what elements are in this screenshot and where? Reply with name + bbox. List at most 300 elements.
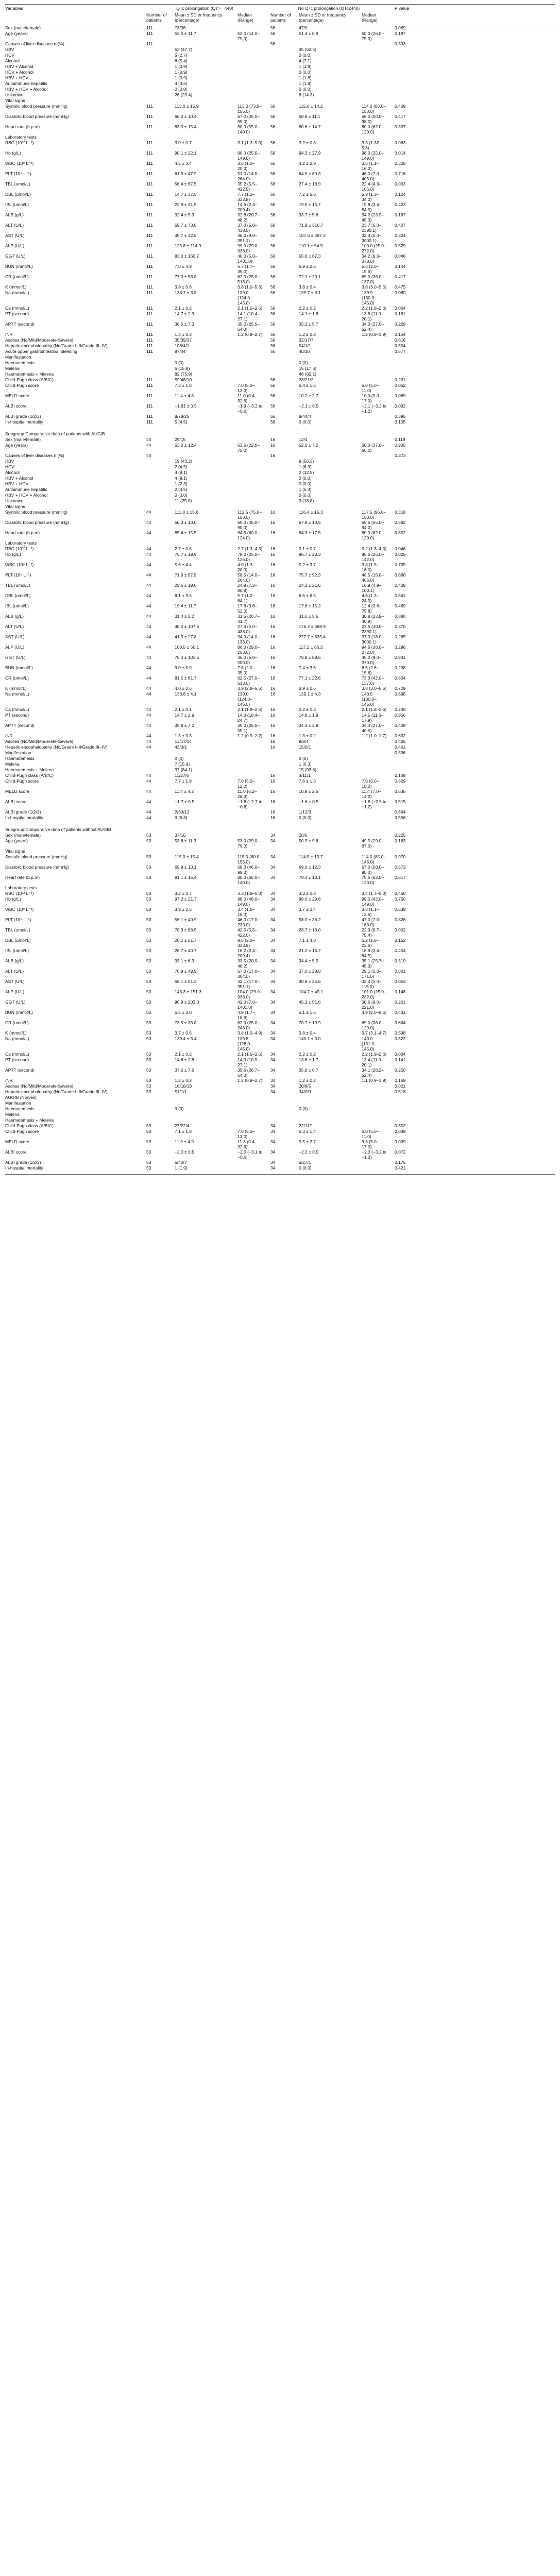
- row-mean-a: 14.7 ± 37.5: [175, 192, 197, 197]
- row-median-a: 7.7 (1.2–333.8): [237, 192, 255, 202]
- table-row: [5, 530, 555, 540]
- row-variable: In-hospital mortality: [5, 1165, 43, 1171]
- row-median-a: 2.1 (1.5–2.5): [237, 306, 263, 311]
- row-median-a: 7.6 (2.0–35.0): [237, 665, 255, 675]
- row-n-b: 16: [270, 634, 276, 639]
- row-median-b: 34.4 (27.0–40.5): [362, 723, 384, 733]
- row-n-a: 53: [146, 1160, 151, 1165]
- row-median-b: 1.1 (0.9–1.9): [362, 1078, 387, 1083]
- row-n-b: 56: [270, 393, 276, 398]
- row-mean-b: 2.2 ± 0.3: [299, 707, 316, 712]
- row-n-a: 53: [146, 1020, 151, 1025]
- row-variable: Manifestation: [5, 1100, 31, 1106]
- row-variable: MELD score: [5, 393, 29, 398]
- row-variable: Systolic blood pressure (mmHg): [5, 104, 67, 109]
- table-row: [5, 453, 555, 459]
- row-mean-b: 3.8 ± 0.4: [299, 1030, 316, 1036]
- row-variable: Sex (male/female): [5, 25, 41, 30]
- row-mean-a: 7.3 ± 1.8: [175, 383, 192, 388]
- row-mean-a: 16/18/19: [175, 1083, 192, 1089]
- row-variable: Diastolic blood pressure (mmHg): [5, 114, 69, 119]
- row-n-a: 111: [146, 114, 153, 119]
- row-median-b: 3.3 (1.32–5.3): [362, 140, 382, 150]
- row-n-a: 53: [146, 1010, 151, 1015]
- row-pvalue: 0.154: [395, 332, 406, 337]
- row-pvalue: 0.716: [395, 171, 406, 176]
- row-n-b: 16: [270, 773, 276, 778]
- row-variable: Age (years): [5, 443, 28, 448]
- row-pvalue: 0.181: [395, 311, 406, 316]
- table-row: [5, 459, 555, 464]
- table-row: [5, 655, 555, 665]
- row-variable: CR (umol/L): [5, 675, 29, 681]
- table-row: [5, 1129, 555, 1139]
- row-n-b: 16: [270, 614, 276, 619]
- row-pvalue: 0.069: [395, 393, 406, 398]
- row-n-a: 53: [146, 917, 151, 922]
- row-mean-a: 69.9 ± 10.1: [175, 865, 197, 870]
- table-row: [5, 1036, 555, 1052]
- row-median-b: 2.2 (1.9–2.6): [362, 1052, 387, 1057]
- row-n-a: 111: [146, 181, 153, 187]
- row-pvalue: 0.617: [395, 875, 406, 880]
- row-n-b: 56: [270, 264, 276, 269]
- row-mean-b: 0 (0.0): [299, 1165, 312, 1171]
- row-pvalue: 0.409: [395, 723, 406, 728]
- row-mean-b: 1 (6.3): [299, 464, 312, 469]
- row-n-a: 111: [146, 202, 153, 207]
- table-row: [5, 744, 555, 750]
- row-mean-b: 8/8/4: [299, 739, 309, 744]
- row-median-a: 46.0 (17.0–230.0): [237, 917, 260, 927]
- row-n-b: 56: [270, 290, 276, 295]
- row-median-a: 62.5 (27.0–513.0): [237, 675, 260, 686]
- row-mean-b: 1.2 ± 0.2: [299, 332, 316, 337]
- row-mean-b: 0 (0.0): [299, 815, 312, 820]
- table-row: [5, 192, 555, 202]
- table-row: [5, 896, 555, 907]
- row-mean-a: 61.9 ± 47.9: [175, 171, 197, 176]
- row-median-b: 69.0 (36.0–129.0): [362, 1020, 384, 1030]
- row-mean-a: 81.1 ± 15.4: [175, 875, 197, 880]
- row-variable: PT (second): [5, 713, 29, 718]
- table-row: [5, 1123, 555, 1129]
- row-variable: Child-Pugh class (A/B/C): [5, 377, 54, 382]
- row-pvalue: 0.034: [395, 1052, 406, 1057]
- table-row: [5, 875, 555, 885]
- row-variable: DBL (umol/L): [5, 593, 31, 598]
- row-n-b: 56: [270, 31, 276, 36]
- row-mean-b: 176.2 ± 588.9: [299, 624, 326, 629]
- row-median-a: 86.0 (29.0–253.0): [237, 645, 260, 655]
- row-median-b: 34.2 (9.0–370.0): [362, 253, 382, 264]
- table-row: [5, 487, 555, 493]
- row-mean-a: 11 (25.0): [175, 498, 192, 503]
- row-median-b: 5.6 (2.0–15.6): [362, 264, 379, 274]
- row-pvalue: 0.554: [395, 343, 406, 348]
- row-variable: Melena: [5, 1112, 20, 1117]
- row-n-a: 111: [146, 253, 153, 259]
- row-median-a: 9.6 (2.0–333.8): [237, 938, 255, 948]
- row-mean-a: 36.5 ± 7.3: [175, 321, 194, 327]
- row-median-a: −1.8 (−2.7 to −0.6): [237, 799, 263, 809]
- row-mean-a: 33.1 ± 6.3: [175, 958, 194, 963]
- row-mean-b: 277.7 ± 835.4: [299, 634, 326, 639]
- row-mean-b: 3.2 ± 0.8: [299, 140, 316, 145]
- row-variable: CR (umol/L): [5, 274, 29, 279]
- row-mean-a: 111.8 ± 15.6: [175, 510, 198, 515]
- row-mean-a: 90.1 ± 22.1: [175, 150, 197, 156]
- row-n-a: 53: [146, 979, 151, 984]
- row-mean-a: 29.6 ± 19.0: [175, 583, 197, 588]
- row-n-b: 56: [270, 202, 276, 207]
- header-median-a: Median (Range): [237, 12, 253, 23]
- row-median-a: 31.5 (20.7–41.7): [237, 614, 260, 624]
- row-n-a: 44: [146, 723, 151, 728]
- row-mean-b: 139.1 ± 4.3: [299, 691, 321, 697]
- row-variable: Age (years): [5, 31, 28, 36]
- row-variable: Alcohol: [5, 470, 20, 475]
- row-n-b: 34: [270, 1078, 276, 1083]
- row-n-b: 34: [270, 907, 276, 912]
- row-variable: BUN (mmol/L): [5, 1010, 33, 1015]
- row-variable: CR (umol/L): [5, 1020, 29, 1025]
- table-row: [5, 691, 555, 707]
- row-variable: ALT (U/L): [5, 969, 24, 974]
- row-mean-a: 8.1 ± 9.5: [175, 593, 192, 598]
- row-mean-b: 19.5 ± 15.7: [299, 202, 321, 207]
- row-n-b: 34: [270, 938, 276, 943]
- row-n-b: 16: [270, 809, 276, 815]
- row-mean-a: 7.7 ± 1.8: [175, 778, 192, 784]
- row-median-b: 7.0 (6.0–10.0): [362, 778, 379, 789]
- row-variable: Unknown: [5, 92, 24, 97]
- row-mean-b: 55.6 ± 67.3: [299, 253, 321, 259]
- row-pvalue: 0.352: [395, 1123, 406, 1128]
- row-median-a: 1.2 (0.9–2.7): [237, 1078, 263, 1083]
- row-mean-b: 3.7 ± 2.4: [299, 907, 316, 912]
- row-n-a: 44: [146, 453, 151, 458]
- row-median-b: 3.4 (1.7–5.3): [362, 891, 387, 896]
- row-mean-b: 75.7 ± 92.3: [299, 572, 321, 578]
- row-mean-b: 47/9: [299, 25, 308, 30]
- table-row: [5, 134, 555, 140]
- row-n-a: 53: [146, 865, 151, 870]
- row-pvalue: 0.337: [395, 124, 406, 129]
- row-variable: HCV: [5, 53, 14, 58]
- row-variable: Haematemesis: [5, 1106, 35, 1111]
- row-median-a: 16.2 (2.4–209.4): [237, 948, 258, 958]
- row-median-a: −1.9 (−3.2 to −0.6): [237, 403, 263, 414]
- table-row: [5, 264, 555, 274]
- table-row: [5, 1095, 555, 1100]
- row-variable: Haematemesis + Melena: [5, 767, 54, 772]
- row-n-a: 44: [146, 815, 151, 820]
- row-mean-b: 13.8 ± 1.7: [299, 1057, 318, 1062]
- row-mean-a: 37.6 ± 7.6: [175, 1067, 194, 1073]
- row-pvalue: 0.635: [395, 789, 406, 794]
- row-median-b: 13.8 (11.0–20.1): [362, 311, 384, 321]
- row-variable: Haematemesis + Melena: [5, 1117, 54, 1123]
- row-n-b: 34: [270, 1149, 276, 1155]
- row-n-b: 56: [270, 243, 276, 248]
- row-mean-a: 7.0 ± 4.9: [175, 264, 192, 269]
- row-n-a: 53: [146, 833, 151, 838]
- row-median-a: 2.1 (1.5–2.5): [237, 1052, 263, 1057]
- row-mean-a: 139.4 ± 3.4: [175, 1036, 197, 1041]
- row-n-a: 44: [146, 624, 151, 629]
- row-mean-b: 3 (18.8): [299, 498, 314, 503]
- table-row: [5, 70, 555, 75]
- header-variables: Variables: [5, 6, 23, 11]
- table-row: [5, 927, 555, 938]
- row-mean-b: 4 (7.1): [299, 58, 312, 63]
- row-variable: ALBI score: [5, 403, 27, 409]
- row-mean-a: 7.1 ± 1.8: [175, 1129, 192, 1134]
- row-median-b: 117.5 (96.0–150.0): [362, 510, 386, 520]
- table-row: [5, 354, 555, 360]
- row-n-b: 34: [270, 927, 276, 933]
- row-variable: Manifestation: [5, 354, 31, 360]
- row-mean-b: 7.6 ± 1.3: [299, 778, 316, 784]
- row-n-b: 56: [270, 104, 276, 109]
- row-n-b: 34: [270, 969, 276, 974]
- row-mean-a: 14.7 ± 2.9: [175, 311, 194, 316]
- row-variable: ALT (U/L): [5, 223, 24, 228]
- row-variable: APTT (second): [5, 723, 35, 728]
- row-median-b: 30.6 (9.0–221.0): [362, 999, 382, 1010]
- row-mean-a: 77.0 ± 58.8: [175, 274, 197, 279]
- row-median-b: 4.9 (2.0–9.5): [362, 1010, 387, 1015]
- row-n-b: 34: [270, 1165, 276, 1171]
- row-mean-a: 108/4/1: [175, 343, 190, 348]
- row-pvalue: 0.698: [395, 691, 406, 697]
- row-median-a: 112.5 (75.0–150.0): [237, 510, 262, 520]
- table-row: [5, 114, 555, 124]
- row-median-b: 3.7 (3.1–4.7): [362, 1030, 387, 1036]
- row-median-a: 115.0 (80.0–155.0): [237, 854, 262, 865]
- row-n-a: 111: [146, 223, 153, 228]
- row-mean-b: −2.3 ± 0.5: [299, 1149, 318, 1155]
- row-mean-b: 15 (17.6): [299, 366, 317, 371]
- row-mean-b: 2.2 ± 0.2: [299, 1052, 316, 1057]
- row-n-b: 56: [270, 124, 276, 129]
- table-row: [5, 756, 555, 761]
- table-row: [5, 761, 555, 767]
- row-variable: HBV + HCV: [5, 481, 29, 486]
- row-mean-b: 107.6 ± 497.3: [299, 233, 326, 238]
- row-mean-b: 0 (0): [299, 756, 308, 761]
- table-row: [5, 849, 555, 854]
- row-variable: ALP (U/L): [5, 645, 25, 650]
- table-row: [5, 253, 555, 264]
- row-mean-a: 3.2 ± 0.7: [175, 891, 192, 896]
- row-n-b: 56: [270, 414, 276, 419]
- row-n-a: 111: [146, 212, 153, 217]
- row-mean-b: 1 (6.3): [299, 761, 312, 767]
- table-row: [5, 583, 555, 593]
- row-median-a: 4.9 (1.7–18.9): [237, 1010, 255, 1020]
- row-mean-a: 0 (0): [175, 360, 184, 365]
- row-pvalue: 0.183: [395, 838, 406, 843]
- row-mean-b: 78.8 ± 89.6: [299, 655, 321, 660]
- row-mean-a: 31.4 ± 5.2: [175, 614, 194, 619]
- table-row: [5, 1165, 555, 1171]
- row-n-b: 16: [270, 691, 276, 697]
- row-pvalue: 0.187: [395, 31, 406, 36]
- header-mean-a: Mean ± SD or frequency (percentage): [175, 12, 223, 23]
- row-mean-a: 4.5 ± 3.4: [175, 161, 192, 166]
- row-n-b: 16: [270, 815, 276, 820]
- row-variable: Vital signs: [5, 98, 25, 103]
- row-mean-b: 28.7 ± 16.0: [299, 927, 321, 933]
- row-n-a: 111: [146, 311, 153, 316]
- row-n-a: 111: [146, 150, 153, 156]
- header-n-a: Number of patients: [146, 12, 167, 23]
- row-mean-a: 37/16: [175, 833, 186, 838]
- row-median-b: 100.0 (25.0–272.0): [362, 243, 386, 253]
- row-mean-a: 78.3 ± 88.5: [175, 927, 197, 933]
- row-median-b: 50.0 (37.0–66.0): [362, 443, 384, 453]
- row-median-a: 98.0 (48.0–149.0): [237, 896, 260, 907]
- row-n-a: 111: [146, 306, 153, 311]
- row-n-b: 16: [270, 655, 276, 660]
- row-mean-a: 5.6 ± 4.4: [175, 562, 192, 567]
- table-row: [5, 202, 555, 212]
- row-variable: HBV + HCV: [5, 75, 29, 80]
- row-n-a: 44: [146, 546, 151, 551]
- row-median-a: 3.6 (1.0–20.0): [237, 161, 255, 171]
- row-mean-a: 4 (9.1): [175, 470, 188, 475]
- row-n-a: 111: [146, 233, 153, 238]
- row-variable: WBC (10⁹ L⁻¹): [5, 562, 34, 567]
- row-mean-a: 26 (23.4): [175, 92, 193, 97]
- row-mean-a: 8/78/25: [175, 414, 190, 419]
- table-row: [5, 540, 555, 546]
- row-median-b: 10.0 (5.0–17.0): [362, 393, 382, 403]
- row-median-b: 14.5 (11.6–17.9): [362, 713, 384, 723]
- row-mean-b: 2 (12.5): [299, 470, 314, 475]
- row-n-a: 53: [146, 948, 151, 953]
- row-median-a: 2.7 (1.3–4.3): [237, 546, 263, 551]
- row-mean-b: 0 (0.0): [299, 419, 312, 425]
- row-n-b: 34: [270, 948, 276, 953]
- row-mean-b: 1 (1.8): [299, 64, 312, 69]
- row-mean-b: 7.2 ± 5.6: [299, 192, 316, 197]
- row-mean-a: 2.1 ± 0.2: [175, 306, 192, 311]
- table-row: [5, 1100, 555, 1106]
- row-variable: Laboratory tests: [5, 134, 37, 140]
- row-variable: BUN (mmol/L): [5, 264, 33, 269]
- table-row: [5, 546, 555, 552]
- header-n-b: Number of patients: [270, 12, 291, 23]
- row-median-a: 35.0 (25.5–64.0): [237, 321, 260, 332]
- row-mean-b: 84.3 ± 17.5: [299, 530, 321, 535]
- row-mean-a: 81.5 ± 81.7: [175, 675, 197, 681]
- row-variable: Laboratory tests: [5, 540, 37, 546]
- row-pvalue: 0.598: [395, 1030, 406, 1036]
- table-row: [5, 464, 555, 470]
- row-mean-b: 2.2 ± 0.2: [299, 306, 316, 311]
- row-n-a: 111: [146, 337, 153, 343]
- row-mean-a: 49.7 ± 42.8: [175, 233, 197, 238]
- table-row: [5, 360, 555, 366]
- row-mean-b: 3.1 ± 0.7: [299, 546, 316, 551]
- row-median-a: 99.0 (29.0–938.0): [237, 243, 260, 253]
- row-mean-b: 15 (93.8): [299, 767, 317, 772]
- row-n-a: 44: [146, 733, 151, 738]
- row-variable: Sex (male/female): [5, 833, 41, 838]
- table-row: [5, 414, 555, 419]
- row-pvalue: 0.092: [395, 403, 406, 409]
- row-pvalue: 0.409: [395, 583, 406, 588]
- table-row: [5, 371, 555, 377]
- row-variable: Haematemesis + Melena: [5, 371, 54, 377]
- row-median-a: 139.8 (128.0–145.0): [237, 1036, 252, 1052]
- table-row: [5, 31, 555, 41]
- row-mean-b: 77.1 ± 22.6: [299, 675, 321, 681]
- row-median-a: 139.0 (124.0–145.0): [237, 290, 252, 306]
- row-n-b: 56: [270, 377, 276, 382]
- row-mean-a: 29/15: [175, 437, 186, 442]
- row-pvalue: 0.426: [395, 739, 406, 744]
- row-mean-b: 72.1 ± 20.1: [299, 274, 321, 279]
- row-mean-b: 27.4 ± 18.9: [299, 181, 321, 187]
- row-variable: RBC (10¹² L⁻¹): [5, 140, 34, 145]
- row-n-b: 34: [270, 1129, 276, 1134]
- row-mean-a: 11.4 ± 4.2: [175, 789, 194, 794]
- row-mean-b: 21.2 ± 16.7: [299, 948, 321, 953]
- row-n-b: 34: [270, 1083, 276, 1089]
- row-mean-a: 26.7 ± 40.7: [175, 948, 197, 953]
- table-row: [5, 723, 555, 733]
- row-pvalue: 0.460: [395, 891, 406, 896]
- header-mean-b: Mean ± SD or frequency (percentage): [299, 12, 347, 23]
- row-mean-a: 2/30/12: [175, 809, 190, 815]
- row-n-b: 34: [270, 999, 276, 1005]
- row-median-a: 53.0 (29.0–79.0): [237, 838, 260, 849]
- row-n-a: 44: [146, 655, 151, 660]
- row-n-b: 56: [270, 25, 276, 30]
- row-mean-a: 1 (0.9): [175, 64, 188, 69]
- row-variable: MELD score: [5, 789, 29, 794]
- row-n-a: 53: [146, 1165, 151, 1171]
- row-variable: INR: [5, 1078, 13, 1083]
- row-n-a: 111: [146, 419, 153, 425]
- row-mean-b: 51.4 ± 8.9: [299, 31, 318, 36]
- row-mean-b: 3.9 ± 0.6: [299, 686, 316, 691]
- table-row: [5, 665, 555, 675]
- table-row: [5, 1078, 555, 1083]
- row-pvalue: 0.373: [395, 453, 406, 458]
- row-median-b: −1.8 (−2.5 to −1.2): [362, 799, 387, 809]
- row-mean-b: 3.8 ± 0.4: [299, 284, 316, 290]
- row-variable: ALB (g/L): [5, 958, 24, 963]
- table-row: [5, 481, 555, 487]
- row-n-a: 111: [146, 343, 153, 348]
- row-median-a: 42.0 (7.0–1401.0): [237, 999, 258, 1010]
- row-mean-b: 64.5 ± 60.3: [299, 171, 321, 176]
- row-mean-a: 35.8 ± 7.2: [175, 723, 194, 728]
- table-row: [5, 284, 555, 290]
- row-variable: Ascites (No/Mild/Moderate-Severe): [5, 739, 74, 744]
- row-variable: HBV + Alcohol: [5, 64, 33, 69]
- row-n-a: 111: [146, 383, 153, 388]
- row-mean-b: 12/4: [299, 437, 308, 442]
- table-row: [5, 366, 555, 371]
- row-median-b: 47.0 (7.0–163.0): [362, 917, 382, 927]
- row-n-b: 16: [270, 733, 276, 738]
